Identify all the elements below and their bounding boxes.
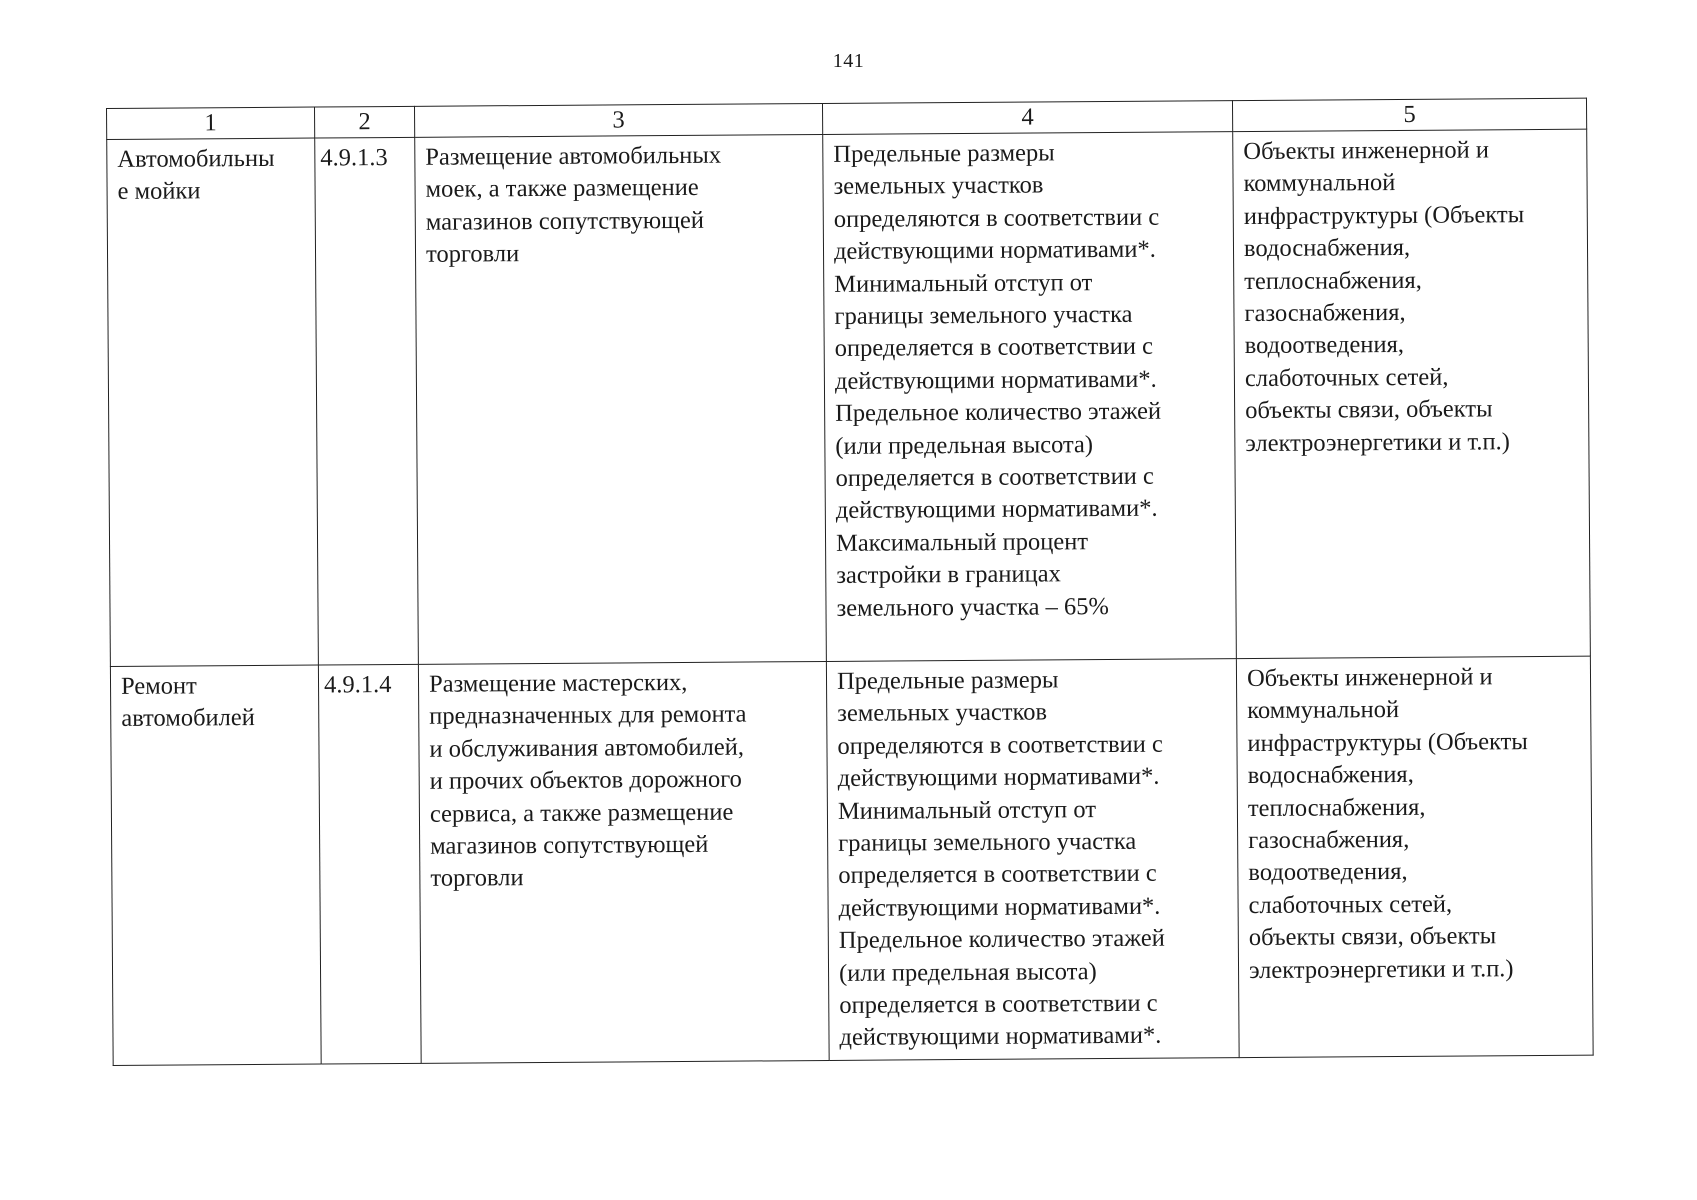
cell-text-line: действующими нормативами*.: [835, 495, 1158, 525]
cell-text-line: объекты связи, объекты: [1245, 395, 1493, 425]
cell-text-line: Минимальный отступ от: [837, 795, 1097, 825]
cell-text-line: Автомобильны: [117, 144, 275, 173]
cell-text-line: действующими нормативами*.: [839, 1022, 1162, 1052]
cell-text-line: электроэнергетики и т.п.): [1248, 954, 1514, 984]
header-col-3: 3: [414, 103, 822, 137]
cell-text-line: водоснабжения,: [1247, 761, 1414, 790]
cell-text-line: Предельные размеры: [836, 666, 1059, 695]
cell-text-line: автомобилей: [121, 704, 255, 733]
zoning-table: [106, 98, 1594, 1066]
auxiliary-objects-cell: [1236, 656, 1593, 1057]
cell-text-line: Ремонт: [120, 672, 197, 700]
cell-text-line: Минимальный отступ от: [834, 268, 1093, 298]
cell-text-line: газоснабжения,: [1248, 825, 1410, 855]
cell-text-line: действующими нормативами*.: [833, 235, 1156, 266]
cell-text-line: магазинов сопутствующей: [425, 206, 705, 236]
cell-text-line: коммунальной: [1247, 696, 1400, 725]
cell-text-line: действующими нормативами*.: [837, 762, 1160, 793]
cell-text-line: водоотведения,: [1248, 858, 1408, 887]
cell-text-line: теплоснабжения,: [1247, 793, 1426, 822]
cell-text-line: Размещение мастерских,: [428, 668, 688, 698]
cell-text-line: Максимальный процент: [835, 528, 1089, 557]
cell-text-line: е мойки: [117, 177, 201, 206]
cell-text-line: коммунальной: [1243, 169, 1396, 198]
cell-text-line: слаботочных сетей,: [1244, 363, 1449, 392]
cell-text-line: границы земельного участка: [838, 827, 1137, 857]
cell-text-line: определяется в соответствии с: [834, 333, 1154, 363]
cell-text-line: Размещение автомобильных: [425, 141, 722, 171]
cell-text-line: Объекты инженерной и: [1246, 663, 1493, 693]
cell-text-line: объекты связи, объекты: [1248, 922, 1497, 952]
cell-text-line: водоснабжения,: [1243, 234, 1411, 263]
cell-text-line: инфраструктуры (Объекты: [1243, 200, 1525, 230]
cell-text-line: торговли: [425, 240, 520, 268]
cell-text-line: слаботочных сетей,: [1248, 890, 1453, 919]
cell-text-line: определяется в соответствии с: [835, 462, 1154, 492]
cell-text-line: действующими нормативами*.: [834, 365, 1157, 395]
cell-text-line: теплоснабжения,: [1244, 266, 1422, 295]
page-number: 141: [832, 50, 865, 72]
use-description-cell: [418, 661, 829, 1063]
cell-text-line: Предельное количество этажей: [838, 924, 1165, 955]
cell-text-line: водоотведения,: [1244, 331, 1405, 360]
cell-text-line: определяется в соответствии с: [838, 860, 1157, 890]
use-parameters-cell: [823, 132, 1237, 662]
cell-text-line: моек, а также размещение: [425, 174, 699, 204]
header-col-2: 2: [314, 106, 414, 138]
cell-text-line: торговли: [430, 864, 524, 893]
cell-text-line: Объекты инженерной и: [1243, 136, 1490, 166]
cell-text-line: и обслуживания автомобилей,: [429, 733, 744, 763]
use-code-cell: 4.9.1.4: [318, 664, 421, 1064]
cell-text-line: застройки в границах: [836, 560, 1061, 590]
use-name-cell: [110, 665, 321, 1065]
cell-text-line: предназначенных для ремонта: [429, 700, 747, 731]
cell-text-line: инфраструктуры (Объекты: [1247, 727, 1528, 757]
header-col-4: 4: [822, 101, 1232, 135]
cell-text-line: определяются в соответствии с: [833, 203, 1160, 233]
cell-text-line: определяются в соответствии с: [837, 730, 1163, 760]
cell-text-line: и прочих объектов дорожного: [429, 765, 742, 795]
cell-text-line: (или предельная высота): [835, 430, 1094, 460]
cell-text-line: земельных участков: [837, 698, 1048, 728]
cell-text-line: земельного участка – 65%: [836, 592, 1109, 622]
header-col-1: 1: [107, 107, 315, 139]
cell-text-line: магазинов сопутствующей: [430, 830, 709, 860]
cell-text-line: газоснабжения,: [1244, 298, 1406, 328]
cell-text-line: границы земельного участка: [834, 300, 1133, 330]
use-code-cell: 4.9.1.3: [315, 137, 419, 665]
table-row-car-wash: [107, 129, 1591, 666]
auxiliary-objects-cell: [1233, 129, 1591, 658]
cell-text-line: электроэнергетики и т.п.): [1245, 427, 1510, 457]
use-parameters-cell: [826, 659, 1239, 1061]
use-description-cell: [415, 134, 827, 664]
table-row-car-repair: [110, 656, 1593, 1065]
cell-text-line: Предельное количество этажей: [835, 397, 1162, 428]
cell-text-line: сервиса, а также размещение: [429, 798, 734, 828]
cell-text-line: определяется в соответствии с: [839, 989, 1158, 1019]
header-col-5: 5: [1232, 98, 1586, 131]
cell-text-line: Предельные размеры: [833, 139, 1055, 168]
cell-text-line: действующими нормативами*.: [838, 892, 1161, 922]
cell-text-line: земельных участков: [833, 171, 1044, 201]
cell-text-line: (или предельная высота): [838, 957, 1097, 987]
use-name-cell: [107, 138, 319, 666]
